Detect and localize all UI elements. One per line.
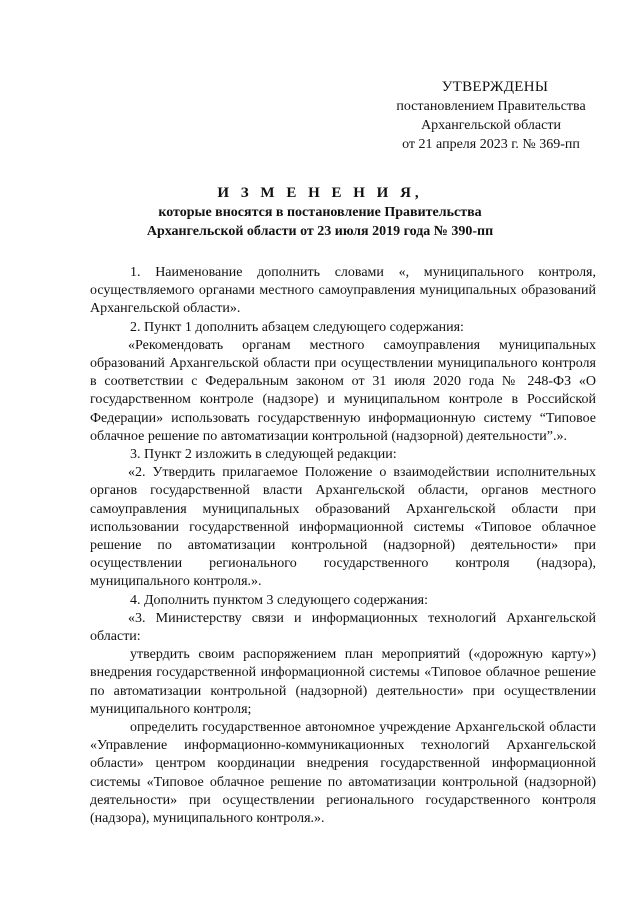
title-line-3: Архангельской области от 23 июля 2019 года № 390-пп (146, 224, 494, 239)
title-line-2: которые вносятся в постановление Правительства (158, 205, 482, 220)
approval-line-2: Архангельской области (421, 118, 561, 133)
title-main: И З М Е Н Е Н И Я, (217, 185, 423, 201)
paragraph-5: «2. Утвердить прилагаемое Положение о взаимодействии исполнительных органов государственной власти Архангельской области, органов местного самоуправления муниципальных образований Архангельской области при использовании государственной информационной системы «Типовое облачное решение по автоматизации контрольной (надзорной) деятельности» при осуществлении регионального государственного контроля (надзора), муниципального контроля.». (90, 465, 596, 590)
approval-block (380, 78, 602, 154)
paragraph-8: утвердить своим распоряжением план мероприятий («дорожную карту») внедрения государственной информационной системы «Типовое облачное решение по автоматизации контрольной (надзорной) деятельности» при осуществлении муниципального контроля; (90, 647, 596, 717)
document-body (90, 264, 596, 828)
approval-line-1: постановлением Правительства (396, 99, 586, 114)
approval-line-3: от 21 апреля 2023 г. № 369-пп (402, 137, 580, 152)
paragraph-3: «Рекомендовать органам местного самоуправления муниципальных образований Архангельской области при осуществлении муниципального контроля в соответствии с Федеральным законом от 31 июля 2020 года № 248-ФЗ «О государственном контроле (надзоре) и муниципальном контроле в Российской Федерации» использовать государственную информационную систему “Типовое облачное решение по автоматизации контрольной (надзорной) деятельности”.». (90, 337, 596, 444)
paragraph-7: «3. Министерству связи и информационных технологий Архангельской области: (90, 610, 596, 645)
paragraph-4: 3. Пункт 2 изложить в следующей редакции: (130, 447, 397, 463)
document-title (90, 184, 550, 241)
paragraph-6: 4. Дополнить пунктом 3 следующего содержания: (130, 592, 429, 608)
approval-heading: УТВЕРЖДЕНЫ (441, 79, 549, 95)
paragraph-2: 2. Пункт 1 дополнить абзацем следующего содержания: (130, 319, 464, 335)
paragraph-1: 1. Наименование дополнить словами «, муниципального контроля, осуществляемого органами местного самоуправления муниципальных образований Архангельской области». (90, 265, 596, 317)
paragraph-9: определить государственное автономное учреждение Архангельской области «Управление информационно-коммуникационных технологий Архангельской области» центром координации внедрения государственной информационной системы «Типовое облачное решение по автоматизации контрольной (надзорной) деятельности» при осуществлении регионального государственного контроля (надзора), муниципального контроля.». (90, 720, 596, 827)
